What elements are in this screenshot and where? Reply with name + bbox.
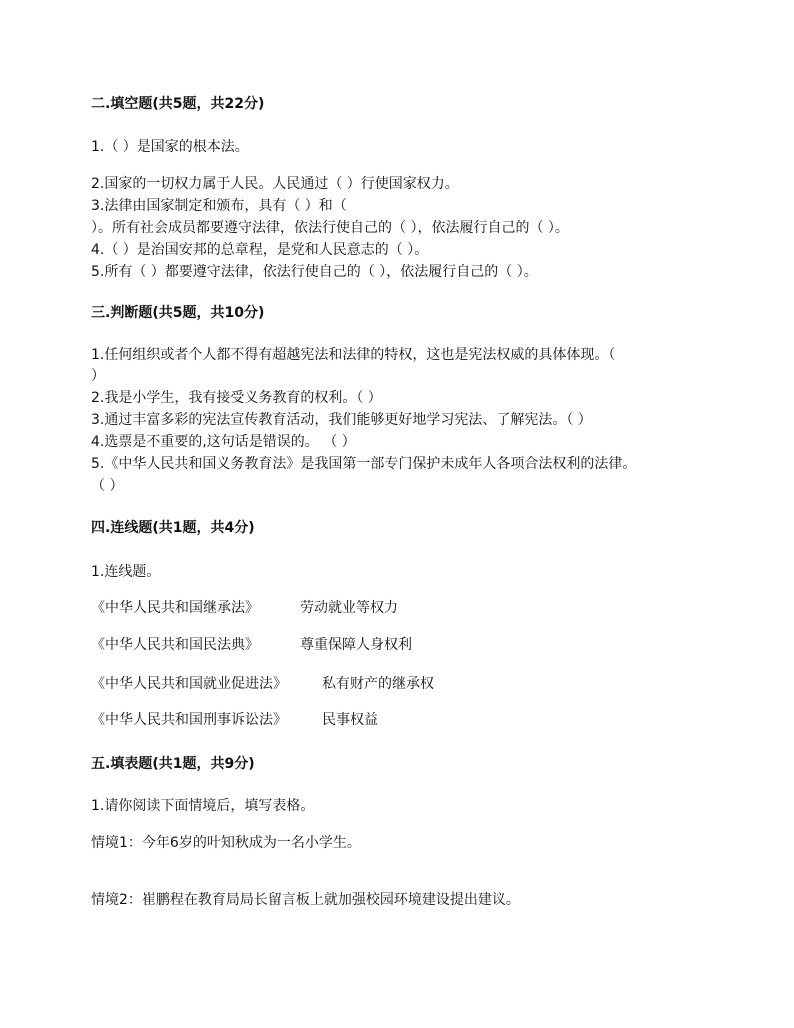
fill-question-1: 1.（ ）是国家的根本法。	[91, 139, 249, 155]
match-right-4: 民事权益	[322, 712, 378, 728]
match-left-4: 《中华人民共和国刑事诉讼法》	[91, 712, 287, 728]
match-right-2: 尊重保障人身权利	[300, 637, 412, 653]
judge-question-1-cont: ）	[91, 368, 105, 384]
judge-question-3: 3.通过丰富多彩的宪法宣传教育活动，我们能够更好地学习宪法、了解宪法。（ ）	[91, 412, 592, 428]
match-left-1: 《中华人民共和国继承法》	[91, 600, 259, 616]
match-right-1: 劳动就业等权力	[300, 600, 398, 616]
match-left-2: 《中华人民共和国民法典》	[91, 637, 259, 653]
judge-question-1: 1.任何组织或者个人都不得有超越宪法和法律的特权，这也是宪法权威的具体体现。（	[91, 347, 616, 363]
fill-question-3: 3.法律由国家制定和颁布，具有（ ）和（	[91, 198, 347, 214]
judge-question-5-cont: （ ）	[91, 478, 124, 494]
fill-question-3-cont: ）。所有社会成员都要遵守法律，依法行使自己的（ ），依法履行自己的（ ）。	[91, 220, 569, 236]
match-left-3: 《中华人民共和国就业促进法》	[91, 676, 287, 692]
fill-question-4: 4.（ ）是治国安邦的总章程，是党和人民意志的（ ）。	[91, 242, 429, 258]
match-right-3: 私有财产的继承权	[322, 676, 434, 692]
scenario-2: 情境2：崔鹏程在教育局局长留言板上就加强校园环境建设提出建议。	[91, 892, 520, 908]
section5-heading: 五.填表题(共1题，共9分)	[91, 756, 255, 772]
scenario-1: 情境1：今年6岁的叶知秋成为一名小学生。	[91, 835, 361, 851]
section4-heading: 四.连线题(共1题，共4分)	[91, 520, 255, 536]
judge-question-4: 4.选票是不重要的,这句话是错误的。 （ ）	[91, 434, 356, 450]
section2-heading: 二.填空题(共5题，共22分)	[91, 96, 265, 112]
fill-question-5: 5.所有（ ）都要遵守法律，依法行使自己的（ ），依法履行自己的（ ）。	[91, 264, 538, 280]
judge-question-2: 2.我是小学生，我有接受义务教育的权利。（ ）	[91, 390, 382, 406]
judge-question-5: 5.《中华人民共和国义务教育法》是我国第一部专门保护未成年人各项合法权利的法律。	[91, 456, 637, 472]
table-prompt: 1.请你阅读下面情境后，填写表格。	[91, 798, 315, 814]
section3-heading: 三.判断题(共5题，共10分)	[91, 305, 265, 321]
match-prompt: 1.连线题。	[91, 564, 161, 580]
fill-question-2: 2.国家的一切权力属于人民。人民通过（ ）行使国家权力。	[91, 176, 459, 192]
